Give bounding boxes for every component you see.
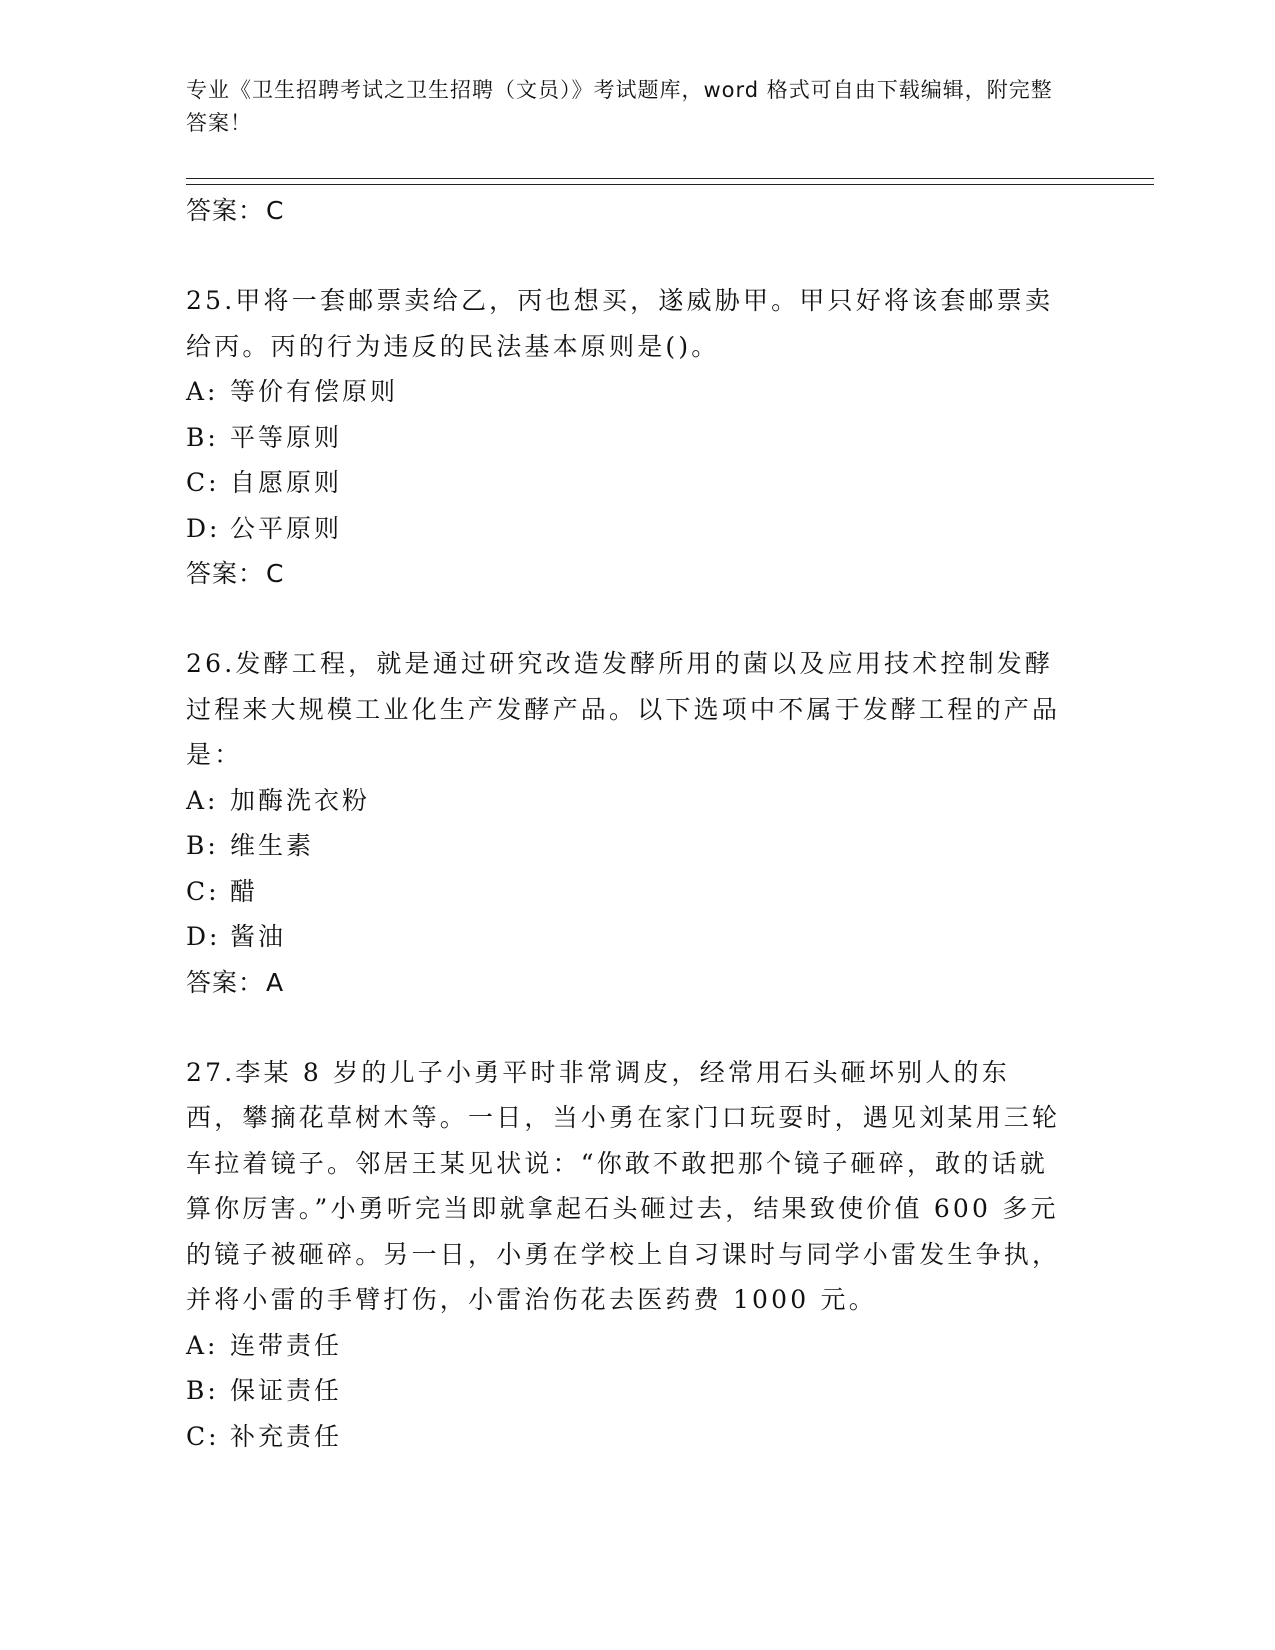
option-text: 维生素 (230, 831, 315, 860)
option-letter: B: (186, 1376, 219, 1405)
spacer (186, 597, 1066, 641)
option-b (186, 415, 1066, 461)
option-letter: A: (186, 1330, 219, 1360)
answer-value: C (266, 559, 285, 588)
answer-label: 答案： (186, 196, 265, 225)
question-stem (186, 278, 1066, 369)
option-text: 平等原则 (230, 422, 343, 452)
option-letter: A: (186, 785, 219, 815)
question-text: 李某 8 岁的儿子小勇平时非常调皮，经常用石头砸坏别人的东西，攀摘花草树木等。一日，当小勇在家门口玩耍时，遇见刘某用三轮车拉着镜子。邻居王某见状说：“你敢不敢把那个镜子砸碎，敢的话就算你厉害。”小勇听完当即就拿起石头砸过去，结果致使价值 600 多元的镜子被砸碎。另一日，小勇在学校上自习课时与同学小雷发生争执，并将小雷的手臂打伤，小雷治伤花去医药费 1000 元。 (186, 1057, 1061, 1314)
option-text: 加酶洗衣粉 (230, 785, 371, 815)
option-letter: C: (186, 468, 220, 497)
option-text: 醋 (230, 876, 259, 906)
option-a (186, 1323, 1066, 1369)
option-letter: B: (186, 422, 219, 452)
option-d (186, 914, 1066, 960)
question-content (186, 188, 1066, 1459)
option-text: 等价有偿原则 (230, 377, 399, 406)
option-c (186, 460, 1066, 506)
question-stem (186, 641, 1066, 778)
question-number: 25. (186, 286, 236, 315)
question-stem (186, 1050, 1066, 1323)
option-c (186, 869, 1066, 915)
option-letter: D: (186, 922, 221, 951)
question-text: 甲将一套邮票卖给乙，丙也想买，遂威胁甲。甲只好将该套邮票卖给丙。丙的行为违反的民法基本原则是()。 (186, 286, 1054, 361)
answer-line (186, 960, 1066, 1006)
option-letter: C: (186, 876, 220, 906)
option-a (186, 369, 1066, 415)
spacer (186, 234, 1066, 278)
answer-value: A (266, 967, 285, 997)
question-text: 发酵工程，就是通过研究改造发酵所用的菌以及应用技术控制发酵过程来大规模工业化生产发酵产品。以下选项中不属于发酵工程的产品是： (186, 649, 1061, 769)
answer-line-24 (186, 188, 1066, 234)
spacer (186, 1006, 1066, 1050)
question-26 (186, 641, 1066, 1006)
option-text: 自愿原则 (230, 468, 343, 497)
option-letter: C: (186, 1421, 220, 1451)
answer-label: 答案： (186, 559, 265, 588)
option-text: 补充责任 (230, 1421, 343, 1451)
option-letter: D: (186, 513, 221, 543)
answer-value: C (266, 196, 285, 225)
document-header: 专业《卫生招聘考试之卫生招聘（文员）》考试题库，word 格式可自由下载编辑，附完整答案！ (186, 78, 1053, 135)
question-number: 26. (186, 649, 236, 678)
option-b (186, 1368, 1066, 1414)
option-letter: B: (186, 831, 219, 860)
option-text: 酱油 (230, 922, 287, 951)
option-b (186, 823, 1066, 869)
option-text: 保证责任 (230, 1376, 343, 1405)
option-c (186, 1414, 1066, 1460)
question-25 (186, 278, 1066, 597)
header-divider (186, 178, 1154, 185)
option-d (186, 506, 1066, 552)
question-number: 27. (186, 1057, 236, 1087)
option-a (186, 778, 1066, 824)
answer-label: 答案： (186, 967, 265, 997)
question-27 (186, 1050, 1066, 1460)
option-text: 连带责任 (230, 1330, 343, 1360)
option-text: 公平原则 (230, 513, 343, 543)
option-letter: A: (186, 377, 219, 406)
answer-line (186, 551, 1066, 597)
